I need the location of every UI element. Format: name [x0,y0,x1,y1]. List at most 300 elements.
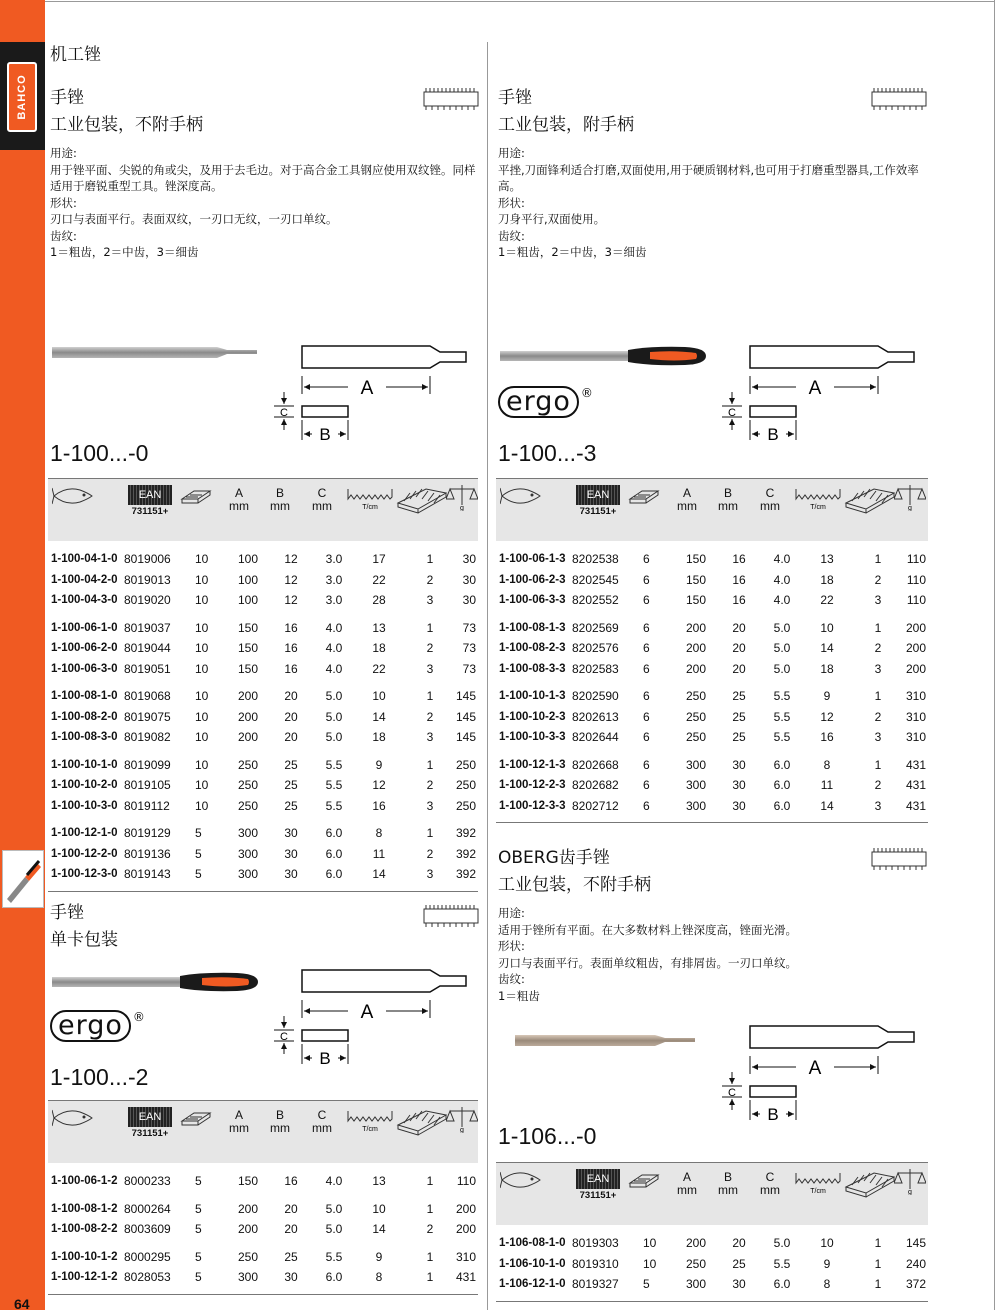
col-b-header: B mm [718,1170,738,1197]
cell: 8000295 [124,1249,171,1264]
cell: 10 [195,661,209,676]
section-hand-file-industrial [50,85,480,261]
cell: 1 [874,757,882,772]
section-description: 用途: 平挫,刀面锋利适合打磨,双面使用,用于硬质钢材料,也可用于打磨重型器具,工作效率高。 形状: 刀身平行,双面使用。 齿纹: 1＝粗齿，2＝中齿，3＝细齿 [498,146,919,259]
cell: 200 [905,661,926,676]
cell: 3 [426,661,434,676]
table-row [48,570,478,591]
cell: 250 [455,757,476,772]
cell: 1 [426,552,434,566]
cell: 200 [237,730,259,744]
cell: 300 [237,846,259,861]
cell: 250 [237,757,259,772]
cell: 4.0 [325,641,343,655]
table-bottom-rule [48,1294,478,1295]
cell: 25 [732,689,746,703]
section-title: 手锉 [498,88,532,108]
section-hand-file-card [50,900,480,954]
cell: 22 [372,572,386,587]
cell: 250 [455,778,476,792]
file-with-handle-photo [52,970,260,994]
dimension-diagram [270,340,480,440]
table-row [496,570,928,591]
cell: 8202613 [572,709,619,724]
cell: 310 [455,1249,476,1264]
cell: 16 [732,593,746,607]
table-row [48,638,478,659]
ean-icon: EAN 731151+ [576,1169,620,1201]
cell: 18 [372,641,386,655]
cell: 10 [195,798,209,813]
cell: 8019143 [124,867,171,881]
table-header [496,1162,928,1225]
cell: 18 [820,572,834,587]
cell: 30 [284,826,298,840]
col-a-header: A mm [677,1170,697,1197]
cell: 200 [237,689,259,703]
weight-scale-icon [894,483,926,511]
table-row [48,549,478,570]
cell: 10 [820,620,834,635]
cell: 150 [237,1174,259,1188]
cell: 30 [284,867,298,881]
cell: 8028053 [124,1270,171,1284]
cell: 431 [905,798,926,813]
cell: 1-100-06-1-0 [51,621,118,634]
cell: 1-100-12-1-0 [51,827,118,839]
cell: 73 [462,620,476,635]
page-title: 机工锉 [50,45,101,65]
cell: 1-100-06-3-3 [499,594,566,606]
cell: 240 [905,1256,926,1271]
cell: 16 [284,661,298,676]
section-title: 手锉 [50,903,84,923]
cell: 2 [426,1222,434,1236]
cell: 100 [237,572,259,587]
cell: 3.0 [325,593,343,607]
cell: 6.0 [773,798,791,813]
cell: 4.0 [773,593,791,607]
svg-text:T/cm: T/cm [810,1188,826,1195]
table-row [48,618,478,639]
cell: 10 [643,1236,657,1250]
cell: 5 [195,846,202,861]
cell: 1-100-06-1-2 [51,1175,118,1187]
cell: 30 [732,778,746,792]
cell: 1-100-08-1-2 [51,1202,118,1215]
table-row [48,1247,478,1268]
cell: 8202552 [572,593,619,607]
cell: 22 [820,593,834,607]
cell: 4.0 [773,572,791,587]
cell: 17 [372,552,386,566]
cut-type-icon [396,1107,448,1137]
svg-text:g: g [908,505,912,511]
cell: 1 [874,1236,882,1250]
table-row [496,1233,928,1254]
cell: 1-100-08-2-3 [499,642,566,654]
bahco-logo: BAHCO [7,62,37,132]
cell: 6.0 [773,778,791,792]
cell: 1-100-10-1-0 [51,758,118,771]
cell: 10 [372,689,386,703]
cell: 200 [685,641,707,655]
table-row [496,549,928,570]
dimension-diagram [270,964,480,1064]
cell: 10 [195,593,209,607]
cell: 30 [462,572,476,587]
table-row [48,775,478,796]
cut-type-icon [844,1169,896,1199]
svg-text:A: A [808,1058,822,1079]
cell: 5.0 [325,1222,343,1236]
cell: 3 [874,798,882,813]
cut-type-icon [396,485,448,515]
cell: 392 [455,826,476,840]
table-row [48,844,478,865]
cell: 2 [426,709,434,724]
cell: 16 [820,730,834,744]
cell: 300 [685,798,707,813]
weight-scale-icon [446,483,478,511]
svg-text:T/cm: T/cm [810,504,826,511]
cell: 1 [426,1249,434,1264]
cell: 2 [874,572,882,587]
cell: 8019105 [124,778,171,792]
cell: 5.0 [773,620,791,635]
svg-text:C: C [280,407,288,419]
cell: 5.0 [325,709,343,724]
package-quantity-icon [180,487,212,507]
package-quantity-icon [180,1109,212,1129]
svg-text:T/cm: T/cm [362,504,378,511]
teeth-cut-icon [423,88,479,110]
cell: 1-100-08-2-2 [51,1223,118,1235]
cell: 100 [237,552,259,566]
cell: 145 [905,1236,926,1250]
svg-text:A: A [360,378,374,399]
cell: 200 [237,1222,259,1236]
cell: 300 [237,1270,259,1284]
col-b-header: B mm [270,1108,290,1135]
cell: 8202682 [572,778,619,792]
cell: 1 [874,620,882,635]
cell: 372 [905,1277,926,1291]
teeth-cut-icon [423,905,479,927]
cell: 310 [905,730,926,744]
cell: 6 [643,552,650,566]
cell: 200 [237,709,259,724]
cell: 1-100-12-3-3 [499,799,566,812]
cell: 30 [732,757,746,772]
cell: 10 [195,757,209,772]
cell: 12 [284,593,298,607]
table-row [496,638,928,659]
cell: 8202668 [572,757,619,772]
fish-icon [52,1107,96,1129]
table-row [496,618,928,639]
teeth-per-cm-icon [347,1107,393,1133]
cell: 14 [372,1222,386,1236]
cell: 1-100-04-1-0 [51,553,118,565]
cell: 300 [237,826,259,840]
cell: 200 [905,641,926,655]
cell: 14 [820,641,834,655]
cell: 5 [643,1277,650,1291]
cell: 5 [195,1249,202,1264]
cell: 10 [820,1236,834,1250]
cell: 9 [375,1249,383,1264]
cell: 3 [426,867,434,881]
cell: 200 [905,620,926,635]
col-c-header: C mm [312,486,332,513]
cell: 8202569 [572,620,619,635]
cell: 28 [372,593,386,607]
cell: 1-100-04-2-0 [51,573,118,586]
col-c-header: C mm [760,1170,780,1197]
svg-text:g: g [460,505,464,511]
ean-icon: EAN 731151+ [576,485,620,517]
cell: 1 [426,1201,434,1216]
svg-text:g: g [908,1189,912,1195]
cell: 8202545 [572,572,619,587]
file-photo [52,345,257,361]
cell: 10 [195,689,209,703]
cell: 6.0 [773,757,791,772]
cell: 6 [643,709,650,724]
section-oberg-hand-file [498,845,928,1004]
cell: 25 [732,1256,746,1271]
cell: 1 [874,1277,882,1291]
cell: 3 [874,730,882,744]
col-b-header: B mm [270,486,290,513]
table-row [48,1219,478,1240]
cell: 20 [284,1201,298,1216]
table-row [48,823,478,844]
cell: 8019044 [124,641,171,655]
table-row [48,590,478,611]
cell: 1-100-08-3-0 [51,731,118,743]
cell: 6 [643,572,650,587]
cell: 16 [284,1174,298,1188]
table-row [48,796,478,817]
cell: 250 [685,709,707,724]
cell: 200 [455,1201,476,1216]
cell: 3 [874,661,882,676]
cell: 310 [905,689,926,703]
cell: 200 [237,1201,259,1216]
cell: 6 [643,661,650,676]
cell: 6.0 [325,846,343,861]
table-row [48,1171,478,1192]
cell: 6 [643,757,650,772]
cell: 5.5 [325,798,343,813]
cell: 13 [372,1174,386,1188]
cell: 13 [820,552,834,566]
cell: 150 [237,661,259,676]
cell: 1-106-08-1-0 [499,1237,566,1249]
table-row [48,686,478,707]
cell: 6 [643,689,650,703]
cell: 5.5 [325,778,343,792]
cell: 1-100-10-3-0 [51,799,118,812]
cell: 1-100-12-1-3 [499,758,566,771]
table-row [48,1267,478,1288]
cell: 30 [732,1277,746,1291]
cell: 25 [732,730,746,744]
ean-icon: EAN 731151+ [128,1107,172,1139]
table-row [48,727,478,748]
cell: 8003609 [124,1222,171,1236]
cell: 20 [732,620,746,635]
cell: 145 [455,730,476,744]
cell: 200 [685,661,707,676]
cell: 1-100-10-3-3 [499,731,566,743]
section-description: 用途: 适用于锉所有平面。在大多数材料上锉深度高，锉面光滑。 形状: 刃口与表面平行。表面单纹粗齿，有排屑齿。一刃口单纹。 齿纹: 1＝粗齿 [498,906,797,1003]
table-row [496,1274,928,1295]
cell: 8019112 [124,798,170,813]
cell: 200 [455,1222,476,1236]
cell: 10 [643,1256,657,1271]
cell: 10 [372,1201,386,1216]
cell: 4.0 [773,552,791,566]
cell: 3 [426,798,434,813]
svg-text:C: C [728,1087,736,1099]
cell: 5.0 [773,641,791,655]
svg-text:C: C [728,407,736,419]
cell: 3 [426,593,434,607]
product-code: 1-100...-0 [50,440,149,466]
weight-scale-icon [446,1105,478,1133]
section-subtitle: 单卡包装 [50,930,118,950]
cell: 25 [284,1249,298,1264]
cell: 1 [426,1174,434,1188]
table-header [48,478,478,541]
cell: 5.0 [325,1201,343,1216]
cell: 250 [237,1249,259,1264]
cell: 14 [820,798,834,813]
cell: 10 [195,641,209,655]
dimension-diagram [718,340,928,440]
cell: 8202538 [572,552,619,566]
cell: 6.0 [325,826,343,840]
cell: 1-100-10-1-3 [499,690,566,702]
cell: 250 [237,798,259,813]
cell: 5.5 [773,709,791,724]
spec-table-1 [48,478,478,892]
table-row [48,1199,478,1220]
cell: 8019099 [124,757,171,772]
cell: 300 [237,867,259,881]
cell: 3.0 [325,572,343,587]
cell: 250 [685,1256,707,1271]
cell: 12 [284,572,298,587]
cell: 30 [284,846,298,861]
table-bottom-rule [48,891,478,892]
cell: 5 [195,1174,202,1188]
cell: 10 [195,620,209,635]
cell: 30 [462,552,476,566]
cell: 8019303 [572,1236,619,1250]
cell: 431 [905,778,926,792]
table-row [496,590,928,611]
cell: 1 [874,1256,882,1271]
cell: 2 [426,572,434,587]
table-row [496,796,928,817]
cell: 5 [195,1270,202,1284]
cell: 1 [426,620,434,635]
section-subtitle: 工业包装，不附手柄 [50,115,203,135]
cell: 16 [284,620,298,635]
cell: 8 [823,757,831,772]
cell: 110 [906,552,926,566]
teeth-per-cm-icon [795,1169,841,1195]
teeth-per-cm-icon [795,485,841,511]
cell: 8202576 [572,641,619,655]
cell: 1-100-06-2-3 [499,573,566,586]
cell: 1 [426,1270,434,1284]
cell: 5.5 [325,757,343,772]
cell: 8019051 [124,661,171,676]
column-divider [487,42,488,1310]
cell: 1 [426,689,434,703]
teeth-cut-icon [871,88,927,110]
cell: 16 [284,641,298,655]
cell: 1-100-06-3-0 [51,662,118,675]
cell: 3 [426,730,434,744]
cell: 310 [905,709,926,724]
cell: 5.5 [773,1256,791,1271]
cell: 100 [237,593,259,607]
cell: 6 [643,641,650,655]
cell: 20 [284,730,298,744]
dimension-diagram [718,1020,928,1120]
cell: 11 [820,778,834,792]
col-b-header: B mm [718,486,738,513]
cell: 25 [284,757,298,772]
cell: 8019068 [124,689,171,703]
ean-icon: EAN 731151+ [128,485,172,517]
cell: 12 [820,709,834,724]
section-subtitle: 工业包装，附手柄 [498,115,634,135]
cell: 5 [195,867,202,881]
cell: 5.5 [325,1249,343,1264]
cell: 18 [820,661,834,676]
cell: 20 [732,641,746,655]
svg-text:B: B [767,1105,779,1120]
col-c-header: C mm [760,486,780,513]
cell: 392 [455,846,476,861]
cell: 1-100-10-1-2 [51,1250,118,1263]
file-photo [515,1033,695,1049]
col-a-header: A mm [677,486,697,513]
cell: 8019020 [124,593,171,607]
cell: 431 [905,757,926,772]
cell: 8019075 [124,709,171,724]
cell: 25 [284,798,298,813]
cell: 1-100-08-1-0 [51,690,118,702]
cell: 200 [685,1236,707,1250]
cell: 6 [643,593,650,607]
svg-text:B: B [767,425,779,440]
cell: 200 [685,620,707,635]
cell: 8202644 [572,730,619,744]
cell: 110 [906,572,926,587]
cell: 4.0 [325,661,343,676]
file-with-handle-photo [500,344,708,368]
svg-text:T/cm: T/cm [362,1126,378,1133]
table-row [496,755,928,776]
